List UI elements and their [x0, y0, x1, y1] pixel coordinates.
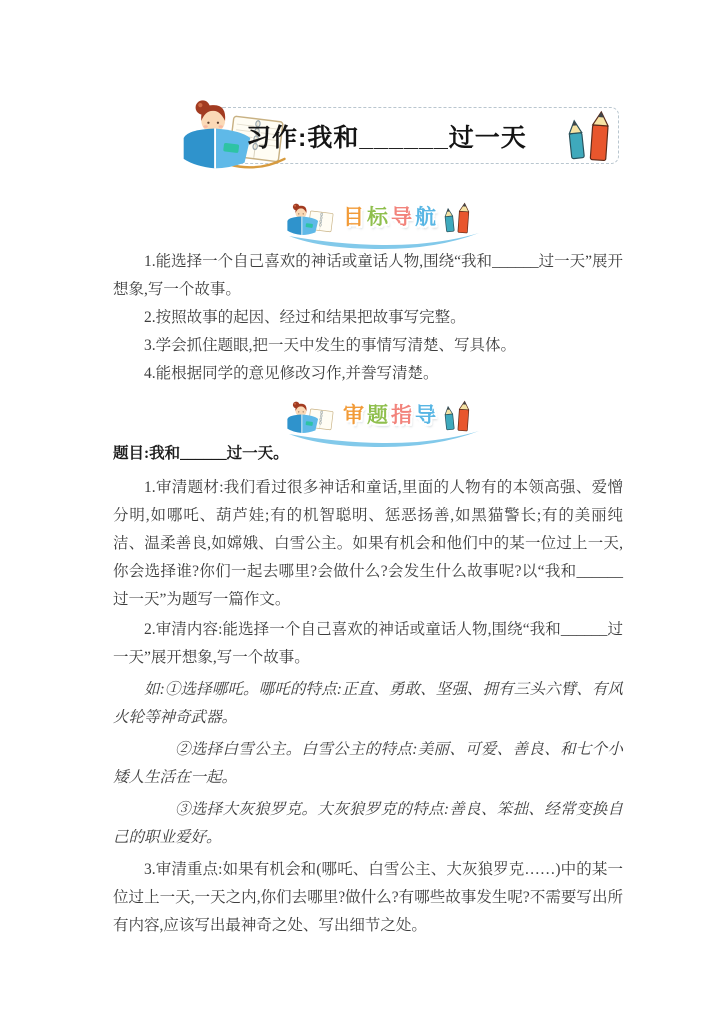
goals-list: [113, 248, 623, 388]
guidance-paragraph-focus: 3.审清重点:如果有机会和(哪吒、白雪公主、大灰狼罗克……)中的某一位过上一天,一天之内,你们去哪里?做什么?有哪些故事发生呢?不需要写出所有内容,应该写出最神奇之处、写出细节之处。: [113, 861, 623, 934]
section-title-guidance: [343, 399, 439, 429]
goal-item: 2.按照故事的起因、经过和结果把故事写完整。: [144, 309, 466, 326]
goal-item: 1.能选择一个自己喜欢的神话或童话人物,围绕“我和______过一天”展开想象,写一个故事。: [113, 253, 623, 298]
section-header-guidance: [283, 391, 489, 445]
section-header-goals: [283, 193, 489, 247]
goal-item: 4.能根据同学的意见修改习作,并誊写清楚。: [144, 365, 439, 382]
header-colored-char: 航: [415, 206, 439, 229]
essay-topic-line: 题目:我和______过一天。: [113, 445, 289, 462]
title-banner: [215, 107, 619, 164]
guidance-body: [113, 440, 623, 940]
page-title: 习作:我和______过一天: [246, 123, 527, 152]
header-colored-char: 导: [415, 404, 439, 427]
guidance-paragraph-content: 2.审清内容:能选择一个自己喜欢的神话或童话人物,围绕“我和______过一天”展开想象,写一个故事。: [113, 621, 623, 666]
pencils-icon: [561, 108, 615, 164]
swoosh-underline-icon: [287, 231, 481, 249]
goal-item: 3.学会抓住题眼,把一天中发生的事情写清楚、写具体。: [144, 337, 517, 354]
header-colored-char: 目: [343, 206, 367, 229]
guidance-paragraph-material: 1.审清题材:我们看过很多神话和童话,里面的人物有的本领高强、爱憎分明,如哪吒、葫芦娃;有的机智聪明、惩恶扬善,如黑猫警长;有的美丽纯洁、温柔善良,如嫦娥、白雪公主。如果有机会和他们中的某一位过上一天,你会选择谁?你们一起去哪里?会做什么?会发生什么故事呢?以“我和______过一天”为题写一篇作文。: [113, 479, 623, 608]
header-colored-char: 题: [367, 404, 391, 427]
section-title-goals: [343, 201, 439, 231]
guidance-example-snow-white: ②选择白雪公主。白雪公主的特点:美丽、可爱、善良、和七个小矮人生活在一起。: [113, 741, 623, 786]
header-colored-char: 审: [343, 404, 367, 427]
header-colored-char: 指: [391, 404, 415, 427]
header-colored-char: 导: [391, 206, 415, 229]
guidance-example-nezha: 如:①选择哪吒。哪吒的特点:正直、勇敢、坚强、拥有三头六臂、有风火轮等神奇武器。: [113, 681, 623, 726]
header-colored-char: 标: [367, 206, 391, 229]
guidance-example-wolf-rock: ③选择大灰狼罗克。大灰狼罗克的特点:善良、笨拙、经常变换自己的职业爱好。: [113, 801, 623, 846]
